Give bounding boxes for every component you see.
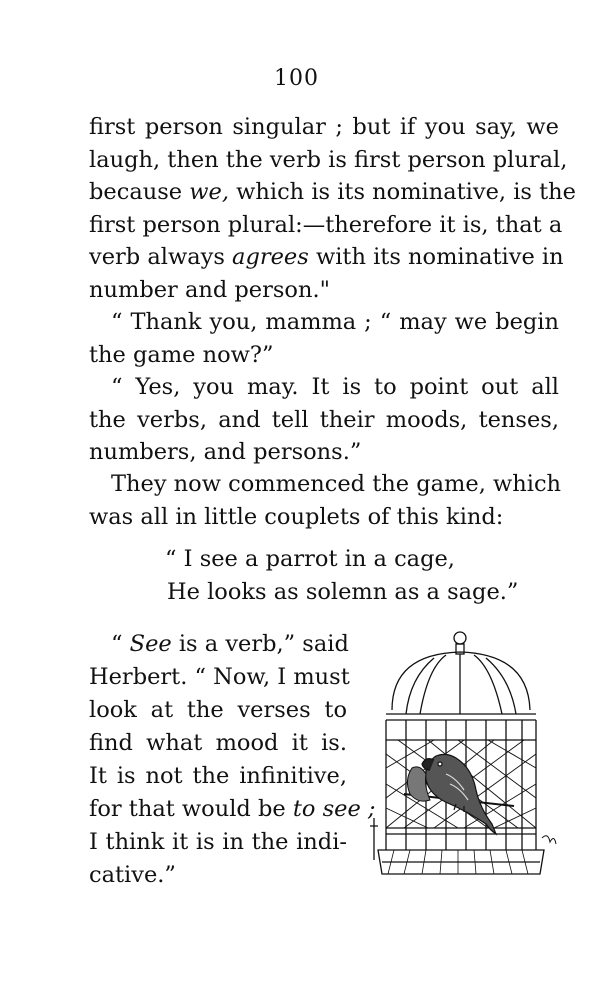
text-line: laugh, then the verb is first person plural, [89,146,568,173]
text-line: “ Yes, you may. It is to point out all [111,374,559,400]
verse-line: “ I see a parrot in a cage, [165,546,455,572]
italic-word: agrees [232,244,309,270]
text-line: the verbs, and tell their moods, tenses, [89,406,559,433]
text-line: I think it is in the indi- [89,829,347,855]
italic-word: to see ; [292,796,376,822]
text-line: Herbert. “ Now, I must [89,664,350,690]
text-line: “ Thank you, mamma ; “ may we begin [111,309,559,335]
verse-line: He looks as solemn as a sage.” [167,579,519,605]
text-line: verb always agrees with its nominative in [89,244,564,270]
cage-ring [454,632,466,644]
text-line: They now commenced the game, which [111,471,562,497]
cage-dome [392,652,530,710]
verse-couplet [165,543,518,609]
text-line: first person plural:—therefore it is, that a [89,211,563,238]
paragraph-1 [89,111,576,306]
text-line: numbers, and persons.” [89,439,362,465]
text-line: first person singular ; but if you say, we [89,114,559,140]
paragraph-3 [89,371,559,469]
text-line: cative.” [89,862,176,888]
text-line: “ See is a verb,” said [111,631,349,657]
text-line: for that would be to see ; [89,796,376,822]
italic-word: we, [189,179,229,205]
text-line: was all in little couplets of this kind: [89,503,504,530]
italic-word: See [129,631,172,657]
paragraph-5 [89,628,376,892]
page-number: 100 [274,66,319,91]
parrot-cage-illustration [364,628,560,890]
text-line: the game now?” [89,341,274,368]
parrot-icon [422,754,496,834]
text-line: number and person." [89,276,330,303]
paragraph-4 [89,468,562,533]
text-line: because we, which is its nominative, is the [89,179,576,205]
text-line: find what mood it is. [89,730,347,756]
text-line: It is not the infinitive, [89,763,347,789]
text-line: look at the verses to [89,697,347,723]
paragraph-2 [89,306,559,371]
